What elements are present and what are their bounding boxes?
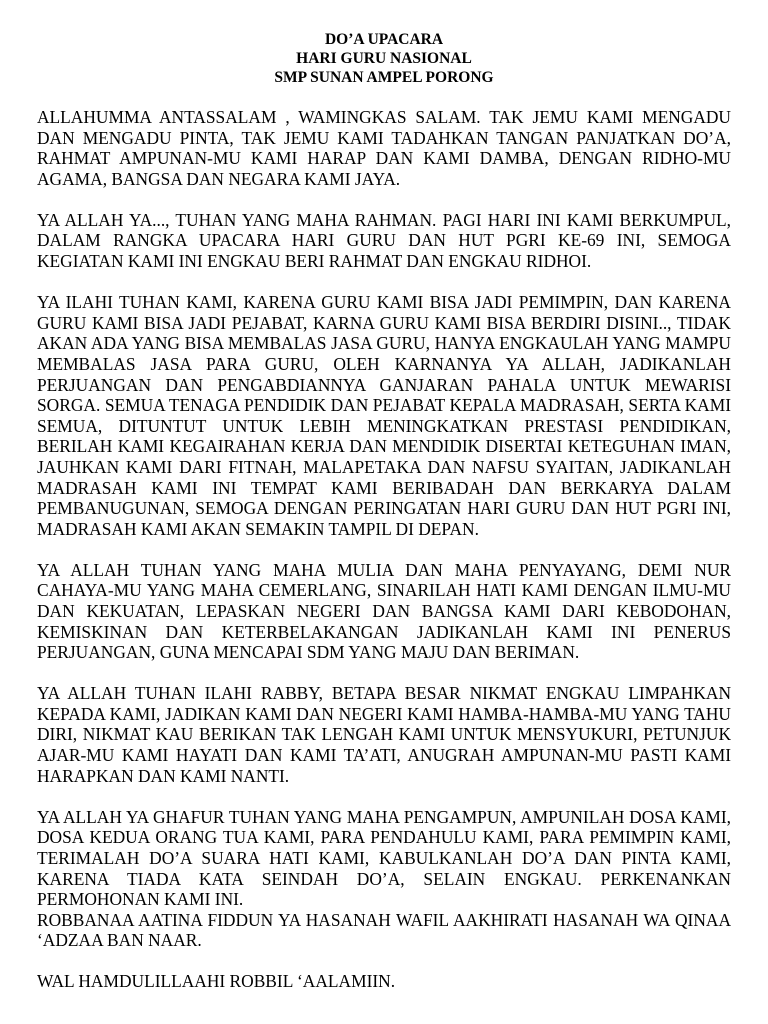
header-line-3: SMP SUNAN AMPEL PORONG <box>274 69 494 86</box>
header-line-1: DO’A UPACARA <box>324 31 444 48</box>
paragraph-teachers: YA ILAHI TUHAN KAMI, KARENA GURU KAMI BISA JADI PEMIMPIN, DAN KARENA GURU KAMI BISA JADI PEJABAT, KARNA GURU KAMI BISA BERDIRI DISINI.., TIDAK AKAN ADA YANG BISA MEMBALAS JASA GURU, HANYA ENGKAULAH YANG MAMPU MEMBALAS JASA PARA GURU, OLEH KARNANYA YA ALLAH, JADIKANLAH PERJUANGAN DAN PENGABDIANNYA GANJARAN PAHALA UNTUK MEWARISI SORGA. SEMUA TENAGA PENDIDIK DAN PEJABAT KEPALA MADRASAH, SERTA KAMI SEMUA, DITUNTUT UNTUK LEBIH MENINGKATKAN PRESTASI PENDIDIKAN, BERILAH KAMI KEGAIRAHAN KERJA DAN MENDIDIK DISERTAI KETEGUHAN IMAN, JAUHKAN KAMI DARI FITNAH, MALAPETAKA DAN NAFSU SYAITAN, JADIKANLAH MADRASAH KAMI INI TEMPAT KAMI BERIBADAH DAN BERKARYA DALAM PEMBANUGUNAN, SEMOGA DENGAN PERINGATAN HARI GURU DAN HUT PGRI INI, MADRASAH KAMI AKAN SEMAKIN TAMPIL DI DEPAN. <box>37 292 731 539</box>
paragraph-light: YA ALLAH TUHAN YANG MAHA MULIA DAN MAHA PENYAYANG, DEMI NUR CAHAYA-MU YANG MAHA CEMERLANG, SINARILAH HATI KAMI DENGAN ILMU-MU DAN KEKUATAN, LEPASKAN NEGERI DAN BANGSA KAMI DARI KEBODOHAN, KEMISKINAN DAN KETERBELAKANGAN JADIKANLAH KAMI INI PENERUS PERJUANGAN, GUNA MENCAPAI SDM YANG MAJU DAN BERIMAN. <box>37 559 731 663</box>
paragraph-forgiveness: YA ALLAH YA GHAFUR TUHAN YANG MAHA PENGAMPUN, AMPUNILAH DOSA KAMI, DOSA KEDUA ORANG TUA KAMI, PARA PENDAHULU KAMI, PARA PEMIMPIN KAMI, TERIMALAH DO’A SUARA HATI KAMI, KABULKANLAH DO’A DAN PINTA KAMI, KARENA TIADA KATA SEINDAH DO’A, SELAIN ENGKAU. PERKENANKAN PERMOHONAN KAMI INI. <box>37 806 731 910</box>
paragraph-blessings: YA ALLAH TUHAN ILAHI RABBY, BETAPA BESAR NIKMAT ENGKAU LIMPAHKAN KEPADA KAMI, JADIKAN KAMI DAN NEGERI KAMI HAMBA-HAMBA-MU YANG TAHU DIRI, NIKMAT KAU BERIKAN TAK LENGAH KAMI UNTUK MENSYUKURI, PETUNJUK AJAR-MU KAMI HAYATI DAN KAMI TA’ATI, ANUGRAH AMPUNAN-MU PASTI KAMI HARAPKAN DAN KAMI NANTI. <box>37 683 731 786</box>
paragraph-robbanaa: ROBBANAA AATINA FIDDUN YA HASANAH WAFIL AAKHIRATI HASANAH WA QINAA ‘ADZAA BAN NAAR. <box>37 909 731 951</box>
document-header <box>37 30 731 87</box>
document-page <box>37 30 731 1012</box>
paragraph-gathering: YA ALLAH YA..., TUHAN YANG MAHA RAHMAN. PAGI HARI INI KAMI BERKUMPUL, DALAM RANGKA UPACARA HARI GURU DAN HUT PGRI KE-69 INI, SEMOGA KEGIATAN KAMI INI ENGKAU BERI RAHMAT DAN ENGKAU RIDHOI. <box>37 209 731 272</box>
closing-line: WAL HAMDULILLAAHI ROBBIL ‘AALAMIIN. <box>37 970 396 991</box>
paragraph-opening: ALLAHUMMA ANTASSALAM , WAMINGKAS SALAM. TAK JEMU KAMI MENGADU DAN MENGADU PINTA, TAK JEMU KAMI TADAHKAN TANGAN PANJATKAN DO’A, RAHMAT AMPUNAN-MU KAMI HARAP DAN KAMI DAMBA, DENGAN RIDHO-MU AGAMA, BANGSA DAN NEGARA KAMI JAYA. <box>37 107 731 189</box>
header-line-2: HARI GURU NASIONAL <box>296 50 472 67</box>
